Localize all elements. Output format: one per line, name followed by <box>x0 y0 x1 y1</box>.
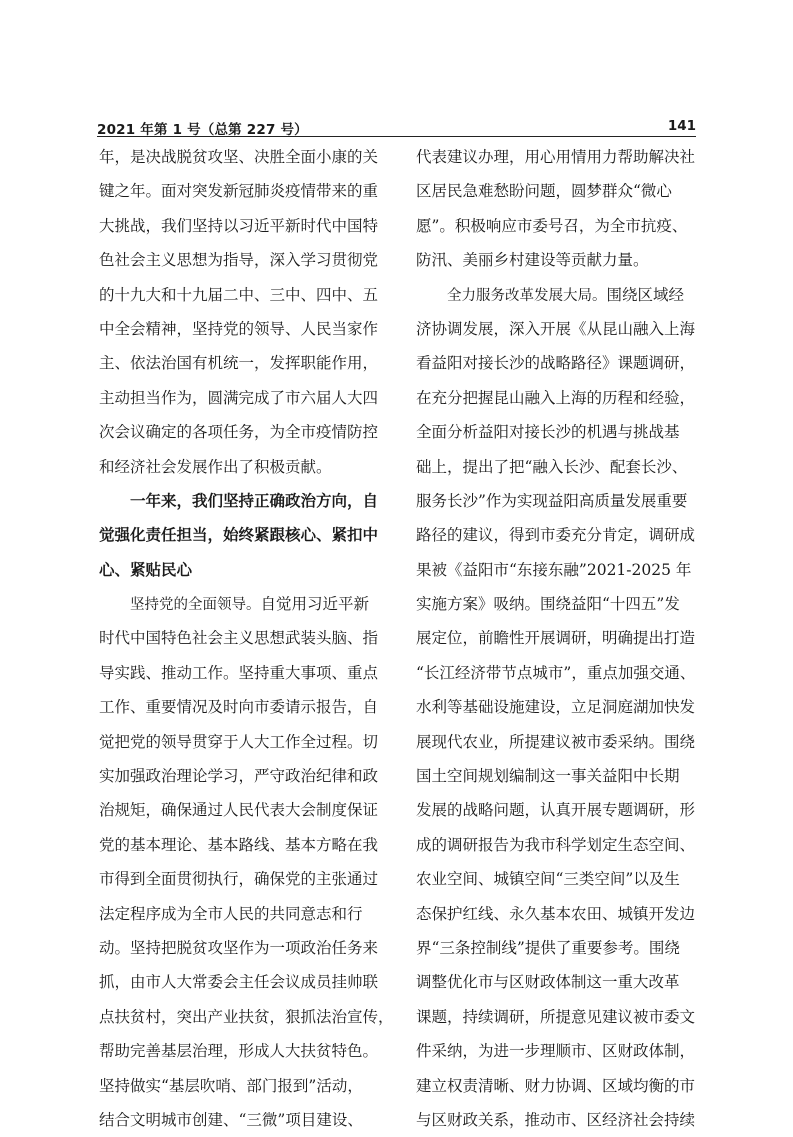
text-line: 态保护红线、永久基本农田、城镇开发边 <box>416 904 696 923</box>
text-line: 课题，持续调研，所提意见建议被市委文 <box>416 1007 696 1026</box>
text-line: 动。坚持把脱贫攻坚作为一项政治任务来 <box>99 938 379 957</box>
text-line: 服务长沙”作为实现益阳高质量发展重要 <box>416 491 688 510</box>
text-line: 水利等基础设施建设，立足洞庭湖加快发 <box>416 698 696 717</box>
text-line: 发展的战略问题，认真开展专题调研，形 <box>416 801 696 820</box>
section-heading-line: 一年来，我们坚持正确政治方向，自 <box>130 491 379 510</box>
page-header <box>97 116 696 138</box>
header-rule <box>97 136 696 137</box>
right-column <box>416 140 702 1137</box>
text-line: 础上，提出了把“融入长沙、配套长沙、 <box>416 457 688 476</box>
text-line: 农业空间、城镇空间“三类空间”以及生 <box>416 870 680 889</box>
text-line: 中全会精神，坚持党的领导、人民当家作 <box>99 319 379 338</box>
section-heading-line: 觉强化责任担当，始终紧跟核心、紧扣中 <box>99 526 379 545</box>
text-line: 结合文明城市创建、“三微”项目建设、 <box>99 1110 363 1129</box>
text-line: 果被《益阳市“东接东融”2021-2025 年 <box>416 560 692 579</box>
text-line: 在充分把握昆山融入上海的历程和经验， <box>416 388 696 407</box>
text-line: 实施方案》吸纳。围绕益阳“十四五”发 <box>416 595 680 614</box>
paragraph-lead: 全力服务改革发展大局。 <box>447 287 607 304</box>
paragraph-lead: 坚持党的全面领导。 <box>130 597 261 614</box>
text-line: 愿”。积极响应市委号召，为全市抗疫、 <box>416 216 688 235</box>
text-run: 自觉用习近平新 <box>260 595 370 614</box>
text-line: 路径的建议，得到市委充分肯定，调研成 <box>416 526 696 545</box>
text-line: 实加强政治理论学习，严守政治纪律和政 <box>99 767 379 786</box>
text-line: 界“三条控制线”提供了重要参考。围绕 <box>416 938 680 957</box>
text-line: 治规矩，确保通过人民代表大会制度保证 <box>99 801 379 820</box>
text-line: 帮助完善基层治理，形成人大扶贫特色。 <box>99 1042 379 1061</box>
text-line: 防汛、美丽乡村建设等贡献力量。 <box>416 251 649 270</box>
text-line: 主动担当作为，圆满完成了市六届人大四 <box>99 388 379 407</box>
left-column <box>99 140 394 1137</box>
text-line: 成的调研报告为我市科学划定生态空间、 <box>416 835 696 854</box>
text-line: 坚持做实“基层吹哨、部门报到”活动， <box>99 1076 363 1095</box>
text-line: 键之年。面对突发新冠肺炎疫情带来的重 <box>99 182 379 201</box>
text-line: 大挑战，我们坚持以习近平新时代中国特 <box>99 216 379 235</box>
text-line: 色社会主义思想为指导，深入学习贯彻党 <box>99 251 379 270</box>
text-line: 党的基本理论、基本路线、基本方略在我 <box>99 835 379 854</box>
text-line: 建立权责清晰、财力协调、区域均衡的市 <box>416 1076 696 1095</box>
text-line: 的十九大和十九届二中、三中、四中、五 <box>99 285 379 304</box>
paragraph-lead-line <box>99 587 385 621</box>
text-line: 点扶贫村，突出产业扶贫，狠抓法治宣传， <box>99 1007 394 1026</box>
text-line: 市得到全面贯彻执行，确保党的主张通过 <box>99 870 379 889</box>
text-line: 觉把党的领导贯穿于人大工作全过程。切 <box>99 732 379 751</box>
text-line: 导实践、推动工作。坚持重大事项、重点 <box>99 663 379 682</box>
issue-label: 2021 年第 1 号（总第 227 号） <box>97 122 308 138</box>
text-line: 抓，由市人大常委会主任会议成员挂帅联 <box>99 973 379 992</box>
text-line: 件采纳，为进一步理顺市、区财政体制， <box>416 1042 696 1061</box>
text-line: 年，是决战脱贫攻坚、决胜全面小康的关 <box>99 148 379 166</box>
text-line: “长江经济带节点城市”，重点加强交通、 <box>416 663 696 682</box>
text-line: 次会议确定的各项任务，为全市疫情防控 <box>99 423 379 442</box>
text-line: 区居民急难愁盼问题，圆梦群众“微心 <box>416 182 672 201</box>
page-number: 141 <box>667 118 696 134</box>
text-line: 展定位，前瞻性开展调研，明确提出打造 <box>416 629 696 648</box>
text-line: 全面分析益阳对接长沙的机遇与挑战基 <box>416 423 680 442</box>
section-heading-line: 心、紧贴民心 <box>99 560 193 579</box>
text-line: 看益阳对接长沙的战略路径》课题调研， <box>416 354 696 373</box>
text-line: 工作、重要情况及时向市委请示报告，自 <box>99 698 379 717</box>
text-run: 围绕区域经 <box>606 285 685 304</box>
text-line: 济协调发展，深入开展《从昆山融入上海 <box>416 319 696 338</box>
text-line: 调整优化市与区财政体制这一重大改革 <box>416 973 680 992</box>
text-line: 主、依法治国有机统一，发挥职能作用， <box>99 354 379 373</box>
paragraph-lead-line <box>416 278 702 312</box>
text-line: 展现代农业，所提建议被市委采纳。围绕 <box>416 732 696 751</box>
text-line: 与区财政关系，推动市、区经济社会持续 <box>416 1110 696 1129</box>
text-line: 国土空间规划编制这一事关益阳中长期 <box>416 767 680 786</box>
text-line: 时代中国特色社会主义思想武装头脑、指 <box>99 629 379 648</box>
text-line: 和经济社会发展作出了积极贡献。 <box>99 457 332 476</box>
text-line: 法定程序成为全市人民的共同意志和行 <box>99 904 363 923</box>
text-line: 代表建议办理，用心用情用力帮助解决社 <box>416 148 696 166</box>
